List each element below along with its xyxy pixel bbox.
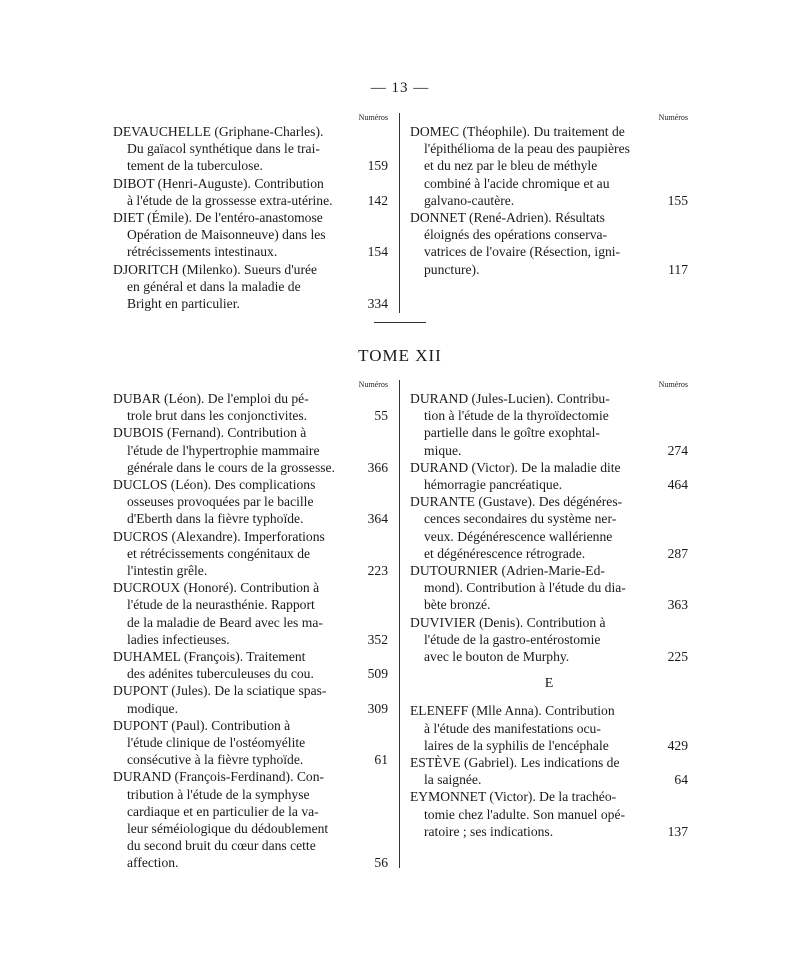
entry-author-line: DEVAUCHELLE (Griphane-Charles). <box>113 124 324 139</box>
numeros-label: Numéros <box>658 113 688 122</box>
column-divider <box>399 380 400 868</box>
index-entry <box>113 261 388 313</box>
top-left-column <box>113 113 388 312</box>
entry-page-number: 429 <box>667 737 688 753</box>
index-entry <box>410 562 688 614</box>
numeros-label: Numéros <box>358 380 388 389</box>
entry-author-line: DUPONT (Paul). Contribution à <box>113 717 291 733</box>
entry-title-line: des adénites tuberculeuses du cou. 509 <box>127 666 388 682</box>
entry-title-line: bète bronzé. 363 <box>424 597 688 613</box>
entry-title-line: et dégénérescence rétrograde. 287 <box>424 545 688 561</box>
entry-page-number: 223 <box>367 563 388 579</box>
entry-author-line: DURAND (Victor). De la maladie dite <box>410 459 621 475</box>
entry-title-line: affection. 56 <box>127 855 388 871</box>
entry-title-line: Bright en particulier. 334 <box>127 296 388 312</box>
entry-title-line: rétrécissements intestinaux. 154 <box>127 244 388 260</box>
entry-title-line: laires de la syphilis de l'encéphale 429 <box>424 737 688 753</box>
entry-author-line: DURANTE (Gustave). Des dégénéres- <box>410 494 623 510</box>
entry-title-line: mond). Contribution à l'étude du dia- <box>424 580 626 596</box>
entry-title-line: ratoire ; ses indications. 137 <box>424 823 688 839</box>
entries <box>410 390 688 665</box>
entry-title-line: combiné à l'acide chromique et au <box>424 175 610 191</box>
entry-title-line: avec le bouton de Murphy. 225 <box>424 649 688 665</box>
entry-title-line: du second bruit du cœur dans cette <box>127 838 316 854</box>
entry-page-number: 309 <box>367 700 388 716</box>
index-entry <box>410 614 688 666</box>
entry-title-line: l'intestin grêle. 223 <box>127 563 388 579</box>
entry-page-number: 363 <box>667 597 688 613</box>
index-entry <box>113 424 388 476</box>
bottom-right-column <box>410 380 688 840</box>
index-entry <box>113 648 388 682</box>
entry-title-line: à l'étude des manifestations ocu- <box>424 720 601 736</box>
bottom-left-column <box>113 380 388 872</box>
entry-title-line: modique. 309 <box>127 700 388 716</box>
entry-title-line: en général et dans la maladie de <box>127 278 301 294</box>
entry-author-line: DUPONT (Jules). De la sciatique spas- <box>113 683 327 699</box>
index-entry <box>113 123 388 175</box>
entry-title-line: tement de la tuberculose. 159 <box>127 158 388 174</box>
entry-title-line: la saignée. 64 <box>424 772 688 788</box>
section-title: TOME XII <box>358 346 442 365</box>
entry-author-line: DUCLOS (Léon). Des complications <box>113 477 316 493</box>
page-number: — 13 — <box>370 80 430 96</box>
entry-page-number: 366 <box>367 459 388 475</box>
entry-title-line: hémorragie pancréatique. 464 <box>424 477 688 493</box>
entry-author-line: DURAND (Jules-Lucien). Contribu- <box>410 391 610 406</box>
entry-page-number: 334 <box>367 296 388 312</box>
entry-author-line: DONNET (René-Adrien). Résultats <box>410 210 605 226</box>
entry-title-line: à l'étude de la grossesse extra-utérine. 142 <box>127 192 388 208</box>
entry-title-line: mique. 274 <box>424 442 688 458</box>
index-entry <box>113 175 388 209</box>
entry-author-line: DUTOURNIER (Adrien-Marie-Ed- <box>410 563 605 579</box>
entry-author-line: DUBOIS (Fernand). Contribution à <box>113 425 307 441</box>
entry-page-number: 274 <box>667 442 688 458</box>
index-entry <box>410 493 688 562</box>
index-entry <box>113 209 388 261</box>
entry-title-line: partielle dans le goître exophtal- <box>424 425 600 441</box>
entry-title-line: l'étude clinique de l'ostéomyélite <box>127 735 306 751</box>
entry-page-number: 287 <box>667 545 688 561</box>
entry-title-line: d'Eberth dans la fièvre typhoïde. 364 <box>127 511 388 527</box>
entry-author-line: DUCROS (Alexandre). Imperforations <box>113 528 325 544</box>
index-entry <box>410 754 688 788</box>
entry-title-line: tribution à l'étude de la symphyse <box>127 786 310 802</box>
entry-page-number: 364 <box>367 511 388 527</box>
entry-author-line: ESTÈVE (Gabriel). Les indications de <box>410 755 620 771</box>
numeros-label: Numéros <box>358 113 388 122</box>
entries <box>410 123 688 278</box>
entry-title-line: et rétrécissements congénitaux de <box>127 545 311 561</box>
entry-title-line: vatrices de l'ovaire (Résection, igni- <box>424 244 621 260</box>
entry-page-number: 509 <box>367 666 388 682</box>
index-entry <box>113 579 388 648</box>
entry-title-line: trole brut dans les conjonctivites. 55 <box>127 408 388 424</box>
index-entry <box>410 209 688 278</box>
entry-page-number: 154 <box>367 244 388 260</box>
entry-page-number: 225 <box>667 649 688 665</box>
entry-title-line: ladies infectieuses. 352 <box>127 631 388 647</box>
entry-page-number: 352 <box>367 631 388 647</box>
entry-title-line: puncture). 117 <box>424 261 688 277</box>
entries <box>113 123 388 312</box>
entry-page-number: 142 <box>367 192 388 208</box>
entry-title-line: générale dans le cours de la grossesse. 366 <box>127 459 388 475</box>
entry-title-line: cardiaque et en particulier de la va- <box>127 803 319 819</box>
entry-author-line: DIET (Émile). De l'entéro-anastomose <box>113 210 323 226</box>
entry-title-line: Opération de Maisonneuve) dans les <box>127 227 326 243</box>
entry-author-line: DUVIVIER (Denis). Contribution à <box>410 614 606 630</box>
entry-author-line: DUCROUX (Honoré). Contribution à <box>113 580 320 596</box>
entries <box>113 390 388 872</box>
entry-title-line: l'étude de la neurasthénie. Rapport <box>127 597 315 613</box>
index-entry <box>113 476 388 528</box>
entry-page-number: 55 <box>374 408 388 424</box>
entry-author-line: DUHAMEL (François). Traitement <box>113 649 306 665</box>
index-entry <box>410 390 688 459</box>
entry-author-line: DUBAR (Léon). De l'emploi du pé- <box>113 391 309 406</box>
entry-title-line: consécutive à la fièvre typhoïde. 61 <box>127 752 388 768</box>
entry-author-line: DIBOT (Henri-Auguste). Contribution <box>113 175 324 191</box>
entry-author-line: ELENEFF (Mlle Anna). Contribution <box>410 703 615 719</box>
index-entry <box>113 528 388 580</box>
index-entry <box>410 788 688 840</box>
column-divider <box>399 113 400 313</box>
entry-title-line: et du nez par le bleu de méthyle <box>424 158 598 174</box>
entry-title-line: tion à l'étude de la thyroïdectomie <box>424 408 609 424</box>
entry-author-line: EYMONNET (Victor). De la trachéo- <box>410 789 617 805</box>
index-entry <box>113 768 388 871</box>
entries <box>410 702 688 840</box>
entry-page-number: 155 <box>667 192 688 208</box>
entry-page-number: 61 <box>374 752 388 768</box>
index-entry <box>113 717 388 769</box>
top-right-column <box>410 113 688 278</box>
index-entry <box>410 459 688 493</box>
entry-title-line: osseuses provoquées par le bacille <box>127 494 314 510</box>
entry-page-number: 56 <box>374 855 388 871</box>
letter-heading: E <box>544 676 554 692</box>
entry-title-line: de la maladie de Beard avec les ma- <box>127 614 323 630</box>
entry-page-number: 137 <box>667 823 688 839</box>
entry-title-line: tomie chez l'adulte. Son manuel opé- <box>424 806 626 822</box>
index-entry <box>410 702 688 754</box>
index-entry <box>113 390 388 424</box>
entry-title-line: l'épithélioma de la peau des paupières <box>424 141 630 157</box>
entry-title-line: éloignés des opérations conserva- <box>424 227 608 243</box>
section-separator <box>374 322 426 323</box>
entry-page-number: 117 <box>668 261 688 277</box>
entry-title-line: l'étude de l'hypertrophie mammaire <box>127 442 320 458</box>
entry-title-line: Du gaïacol synthétique dans le trai- <box>127 141 320 157</box>
entry-title-line: leur séméiologique du dédoublement <box>127 821 329 837</box>
entry-title-line: l'étude de la gastro-entérostomie <box>424 631 601 647</box>
index-entry <box>113 682 388 716</box>
entry-title-line: galvano-cautère. 155 <box>424 192 688 208</box>
entry-title-line: cences secondaires du système ner- <box>424 511 617 527</box>
entry-author-line: DOMEC (Théophile). Du traitement de <box>410 124 625 139</box>
entry-author-line: DURAND (François-Ferdinand). Con- <box>113 769 325 785</box>
entry-page-number: 159 <box>367 158 388 174</box>
entry-page-number: 464 <box>667 477 688 493</box>
entry-title-line: veux. Dégénérescence wallérienne <box>424 528 613 544</box>
index-entry <box>410 123 688 209</box>
entry-page-number: 64 <box>674 772 688 788</box>
entry-author-line: DJORITCH (Milenko). Sueurs d'urée <box>113 261 318 277</box>
numeros-label: Numéros <box>658 380 688 389</box>
